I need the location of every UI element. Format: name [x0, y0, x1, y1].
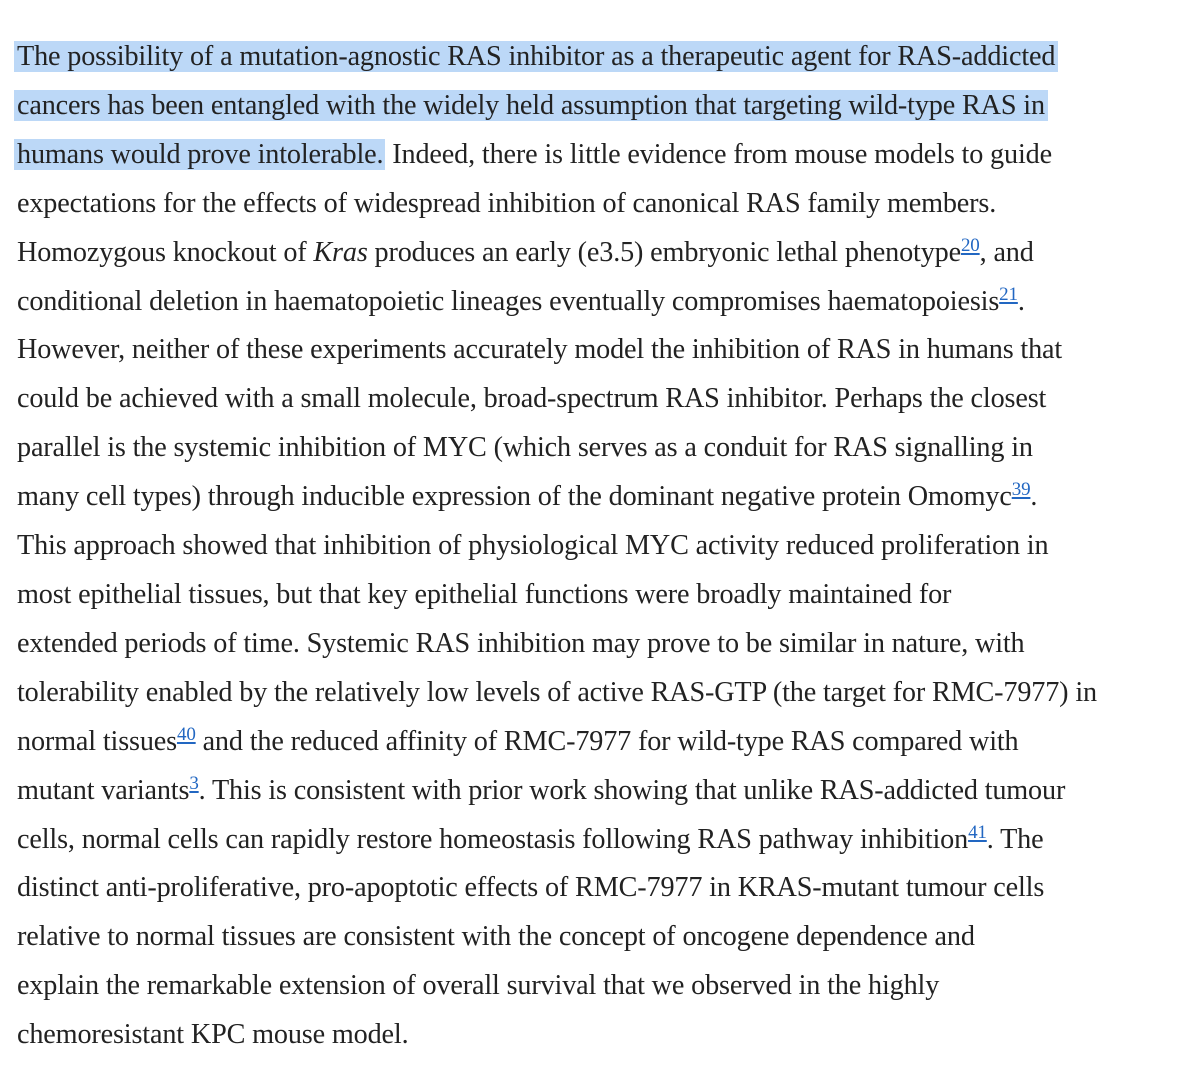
paragraph-line: However, neither of these experiments accurately model the inhibition of RAS in humans that [17, 334, 1063, 366]
paragraph-line: This approach showed that inhibition of physiological MYC activity reduced proliferation in [17, 530, 1049, 562]
body-text: . The [986, 823, 1044, 855]
paragraph-line: most epithelial tissues, but that key epithelial functions were broadly maintained for [17, 578, 952, 610]
body-text: . This is consistent with prior work showing that unlike RAS-addicted tumour [198, 774, 1066, 806]
body-text: , and [979, 236, 1034, 268]
body-text: and the reduced affinity of RMC-7977 for wild-type RAS compared with [195, 725, 1019, 757]
reference-link-3[interactable]: 3 [189, 772, 199, 794]
selected-text[interactable]: The possibility of a mutation-agnostic RAS inhibitor as a therapeutic agent for RAS-addicted [14, 41, 1058, 72]
body-text: normal tissues [17, 725, 177, 757]
body-text: . [1030, 481, 1038, 513]
paragraph-line: chemoresistant KPC mouse model. [17, 1019, 409, 1051]
body-text: produces an early (e3.5) embryonic lethal phenotype [367, 236, 961, 268]
paragraph-line: relative to normal tissues are consistent with the concept of oncogene dependence and [17, 921, 975, 953]
selected-text[interactable]: cancers has been entangled with the widely held assumption that targeting wild-type RAS in [14, 90, 1048, 121]
paragraph-line: could be achieved with a small molecule, broad-spectrum RAS inhibitor. Perhaps the closest [17, 383, 1047, 415]
paragraph-line: explain the remarkable extension of overall survival that we observed in the highly [17, 970, 940, 1002]
reference-link-40[interactable]: 40 [176, 723, 196, 745]
body-text: many cell types) through inducible expression of the dominant negative protein Omomyc [17, 481, 1012, 513]
reference-link-39[interactable]: 39 [1011, 479, 1031, 501]
selected-text[interactable]: humans would prove intolerable. [14, 139, 385, 170]
paragraph-line [17, 473, 1187, 522]
body-text: mutant variants [17, 774, 190, 806]
body-text: Indeed, there is little evidence from mouse models to guide [385, 138, 1052, 170]
body-text: Homozygous knockout of [17, 236, 314, 268]
gene-name: Kras [313, 236, 368, 268]
paragraph-line [17, 82, 1187, 131]
paragraph-line [17, 718, 1187, 767]
paragraph-line: expectations for the effects of widespread inhibition of canonical RAS family members. [17, 187, 997, 219]
paragraph-line: parallel is the systemic inhibition of MYC (which serves as a conduit for RAS signalling in [17, 432, 1033, 464]
paragraph-line [17, 767, 1187, 816]
paragraph-line [17, 229, 1187, 278]
body-text: conditional deletion in haematopoietic lineages eventually compromises haematopoiesis [17, 285, 1000, 317]
reference-link-21[interactable]: 21 [999, 283, 1018, 305]
reference-link-41[interactable]: 41 [968, 821, 987, 843]
body-text: . [1017, 285, 1025, 317]
article-paragraph [17, 33, 1187, 1060]
body-text: cells, normal cells can rapidly restore homeostasis following RAS pathway inhibition [17, 823, 969, 855]
paragraph-line [17, 816, 1187, 865]
paragraph-line [17, 278, 1187, 327]
paragraph-line [17, 33, 1187, 82]
paragraph-line: distinct anti-proliferative, pro-apoptotic effects of RMC-7977 in KRAS-mutant tumour cells [17, 872, 1045, 904]
paragraph-line: tolerability enabled by the relatively low levels of active RAS-GTP (the target for RMC-7977) in [17, 676, 1097, 708]
reference-link-20[interactable]: 20 [960, 234, 980, 256]
paragraph-line: extended periods of time. Systemic RAS inhibition may prove to be similar in nature, with [17, 627, 1025, 659]
paragraph-line [17, 131, 1187, 180]
